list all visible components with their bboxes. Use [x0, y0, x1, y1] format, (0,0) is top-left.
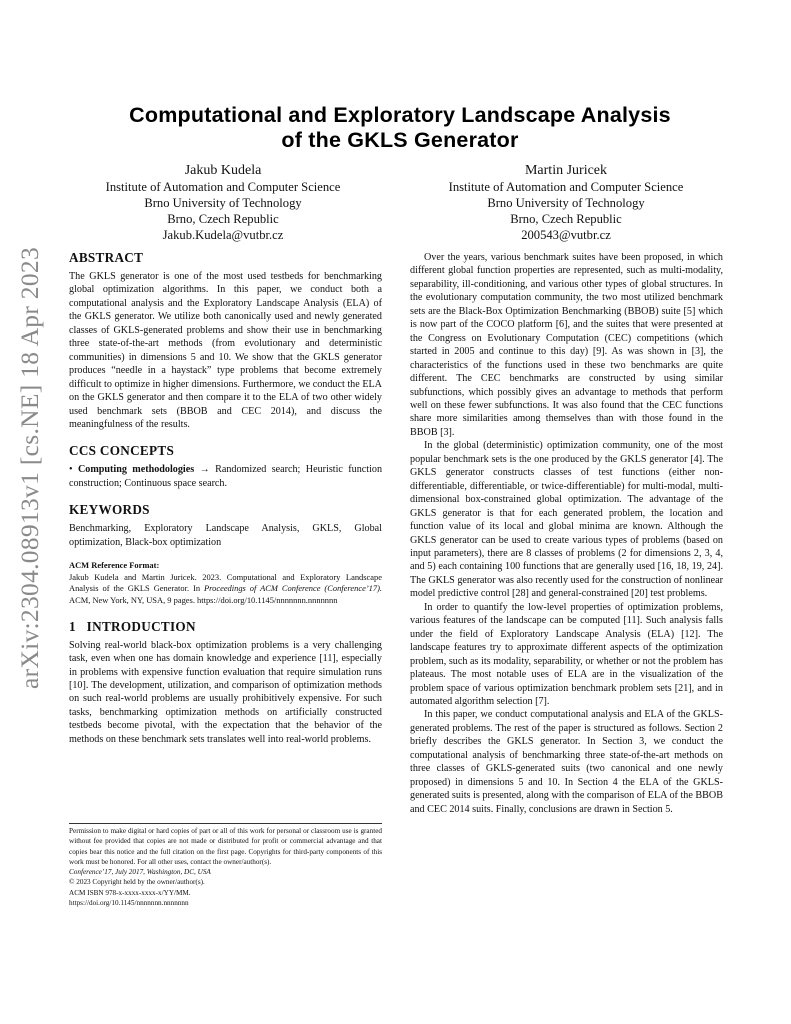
author-email[interactable]: Jakub.Kudela@vutbr.cz: [162, 228, 284, 242]
author-affiliation: Institute of Automation and Computer Science: [105, 180, 341, 194]
keywords-heading: KEYWORDS: [69, 502, 150, 518]
author-location: Brno, Czech Republic: [167, 212, 279, 226]
title-line-2: of the GKLS Generator: [281, 128, 519, 152]
author-block-1: [53, 162, 393, 243]
arxiv-stamp: [12, 246, 48, 689]
intro-paragraph-3: In the global (deterministic) optimization community, one of the most popular benchmark sets is the one produced by the GKLS generator [4]. The GKLS generator constructs classes of test functions (either non-differentiable, differentiable, or twice-differentiable) for multi-modal, multi-dimensional box-constrained global optimization. The advantage of the GKLS generator is that for each generated problem, the location and function value of its local and global minima are known. Although the GKLS generator can be used to create various types of problems (based on input parameters), there are 8 classes of problems (2 for dimensions 2, 3, 4, and 5) each containing 100 functions that are generally used [16, 18, 19, 24]. The GKLS generator was also recently used for the construction of nonlinear model predictive control [28] and general-constrained [20] test problems.: [410, 440, 723, 600]
author-location: Brno, Czech Republic: [510, 212, 622, 226]
intro-paragraph-5: In this paper, we conduct computational analysis and ELA of the GKLS-generated problems. The rest of the paper is structured as follows. Section 2 briefly describes the GKLS generator. In Section 3, we conduct the computational analysis of benchmarking three state-of-the-art methods on three classes of GKLS-generated suits (two canonical and one newly proposed) in dimensions 5 and 10. In Section 4 the ELA of the GKLS-generated suits is presented, along with the comparison of ELA of the BBOB and CEC 2014 suits. Finally, conclusions are drawn in Section 5.: [410, 709, 723, 815]
acm-reference-label: ACM Reference Format:: [69, 560, 160, 571]
abstract-heading: ABSTRACT: [69, 250, 144, 265]
ccs-concepts: [69, 463, 382, 490]
paper-title: [60, 103, 740, 153]
isbn-text: ACM ISBN 978-x-xxxx-xxxx-x/YY/MM.: [69, 888, 191, 897]
keywords-text: Benchmarking, Exploratory Landscape Analysis, GKLS, Global optimization, Black-box optimization: [69, 523, 382, 548]
ccs-bullet: •: [69, 464, 73, 476]
footnote-doi-link[interactable]: https://doi.org/10.1145/nnnnnnn.nnnnnnn: [69, 899, 189, 908]
author-block-2: [396, 162, 736, 243]
author-email[interactable]: 200543@vutbr.cz: [521, 228, 611, 242]
arrow-icon: →: [199, 464, 210, 476]
acm-reference-text: Jakub Kudela and Martin Juricek. 2023. Computational and Exploratory Landscape Analysis of the GKLS Generator. In: [69, 571, 382, 594]
conference-info: Conference’17, July 2017, Washington, DC, USA: [69, 868, 211, 877]
left-column: [69, 250, 382, 746]
author-university: Brno University of Technology: [144, 196, 302, 210]
intro-paragraph-1: Solving real-world black-box optimization problems is a very challenging task, even when one has domain knowledge and experience [11], especially in problems with expensive function evaluation that require simulation runs [10]. The development, utilization, and comparison of optimization methods on such real-world problems are usually prohibitively expensive. For such tasks, benchmarking optimization methods on artificially constructed testbeds become pivotal, with the expectation that the behavior of the methods on these benchmark sets translates well into real-world problems.: [69, 639, 382, 745]
acm-reference-venue: Proceedings of ACM Conference (Conference’17).: [203, 583, 382, 594]
permission-footnote: [69, 823, 382, 908]
intro-paragraph-4: In order to quantify the low-level properties of optimization problems, various features of the landscape can be computed [11]. Such analysis falls under the field of Exploratory Landscape Analysis (ELA) [12]. The landscape features try to approximate different aspects of the optimization problem, such as its modality, separability, or whether or not the problem has plateaus. The most notable uses of ELA are in the visualization of the problem space of various optimization benchmark problem sets [21], and in automated algorithm selection [7].: [410, 601, 723, 707]
author-affiliation: Institute of Automation and Computer Science: [448, 180, 684, 194]
ccs-text: Randomized search; Heuristic function construction; Continuous space search.: [69, 464, 383, 489]
right-column: [410, 251, 723, 816]
author-name: Jakub Kudela: [184, 163, 262, 178]
acm-reference-doi[interactable]: ACM, New York, NY, USA, 9 pages. https://doi.org/10.1145/nnnnnnn.nnnnnnn: [69, 595, 338, 606]
title-line-1: Computational and Exploratory Landscape Analysis: [129, 103, 671, 127]
abstract-text: The GKLS generator is one of the most used testbeds for benchmarking global optimization algorithms. In this paper, we conduct both a computational analysis and the Exploratory Landscape Analysis (ELA) of the GKLS generator. We utilize both canonically used and newly generated classes of GKLS-generated problems and show their use in benchmarking three state-of-the-art methods (from evolutionary and deterministic communities) in dimensions 5 and 10. We show that the GKLS generator produces “needle in a haystack” type problems that become extremely difficult to optimize in higher dimensions. Furthermore, we conduct the ELA on the GKLS generator and then compare it to the ELA of two other widely used benchmark sets (BBOB and CEC 2014), and discuss the meaningfulness of the results.: [69, 271, 382, 430]
permission-text: Permission to make digital or hard copies of part or all of this work for personal or classroom use is granted without fee provided that copies are not made or distributed for profit or commercial advantage and that copies bear this notice and the full citation on the first page. Copyrights for third-party components of this work must be honored. For all other uses, contact the owner/author(s).: [69, 827, 382, 866]
introduction-heading: 1 INTRODUCTION: [69, 618, 196, 634]
ccs-heading: CCS CONCEPTS: [69, 443, 175, 459]
acm-reference: [69, 560, 382, 606]
intro-paragraph-2: Over the years, various benchmark suites have been proposed, in which different global function properties are represented, such as multi-modality, separability, ill-conditioning, and various other types of global structures. In the evolutionary computation community, the two most utilized benchmark sets are the Black-Box Optimization Benchmarking (BBOB) suite [5] which is now part of the COCO platform [6], and the suites that were presented at the Congress on Evolutionary Computation (CEC) competitions (which started in 2005 and continue to this day) [9]. As was shown in [3], the characteristics of the functions used in these two benchmarks are quite different. The CEC benchmarks are constructed by using similar subfunctions, which possibly gives an advantage to methods that perform well on these fewer subfunctions. It was also found that the CEC functions share more similarities among themselves than with those found in the BBOB [3].: [410, 252, 723, 438]
ccs-term: Computing methodologies: [77, 464, 195, 476]
author-name: Martin Juricek: [524, 163, 608, 178]
copyright-text: © 2023 Copyright held by the owner/author(s).: [69, 878, 205, 887]
author-university: Brno University of Technology: [487, 196, 645, 210]
arxiv-identifier[interactable]: arXiv:2304.08913v1 [cs.NE] 18 Apr 2023: [15, 246, 44, 689]
